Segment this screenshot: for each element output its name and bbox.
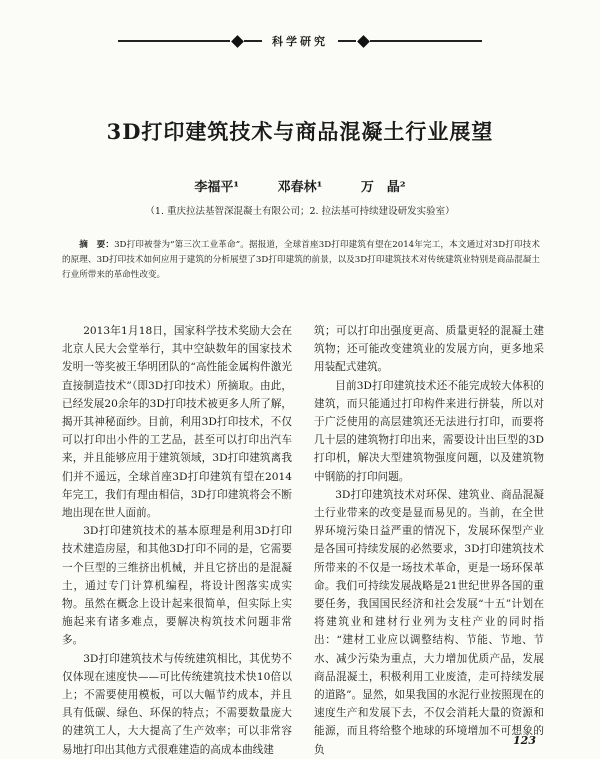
author-name: 李福平¹: [194, 180, 240, 195]
diamond-ornament-left-icon: [230, 34, 244, 48]
diamond-ornament-right-icon: [356, 34, 370, 48]
running-title: 科学研究: [262, 33, 338, 49]
abstract-label: 摘 要：: [79, 240, 115, 250]
page-number: 123: [513, 734, 536, 747]
body-paragraph: 2013年1月18日，国家科学技术奖励大会在北京人民大会堂举行，其中空缺数年的国家技术发明一等奖被王华明团队的“高性能金属构件激光直接制造技术”（即3D打印技术）所摘取。由此，已经发展20余年的3D打印技术被更多人所了解，揭开其神秘面纱。目前，利用3D打印技术，不仅可以打印出小件的工艺品，甚至可以打印出汽车来，并且能够应用于建筑领域，3D打印建筑离我们并不遥远，全球首座3D打印建筑有望在2014年完工，我们有理由相信，3D打印建筑将会不断地出现在世人面前。: [62, 325, 292, 520]
author-affiliation: （1. 重庆拉法基智深混凝土有限公司；2. 拉法基可持续建设研发实验室）: [145, 206, 455, 217]
body-paragraph-continued: 筑；可以打印出强度更高、质量更轻的混凝土建筑物；还可能改变建筑业的发展方向，更多地采用装配式建筑。: [314, 325, 544, 374]
body-paragraph: 3D打印建筑技术与传统建筑相比，其优势不仅体现在速度快——可比传统建筑技术快10倍以上；不需要使用模板，可以大幅节约成本，并且具有低碳、绿色、环保的特点；不需要数量庞大的建筑工人，大大提高了生产效率；可以非常容易地打印出其他方式很难建造的高成本曲线建: [62, 652, 292, 756]
body-column-right: [314, 322, 544, 759]
body-paragraph: 3D打印建筑技术对环保、建筑业、商品混凝土行业带来的改变是显而易见的。当前，在全世界环境污染日益严重的情况下，发展环保型产业是各国可持续发展的必然要求，3D打印建筑技术所带来的不仅是一场技术革命，更是一场环保革命。我们可持续发展战略是21世纪世界各国的重要任务，我国国民经济和社会发展“十五”计划在将建筑业和建材行业列为支柱产业的同时指出：“建材工业应以调整结构、节能、节地、节水、减少污染为重点，大力增加优质产品，发展商品混凝土，积极利用工业废渣，走可持续发展的道路”。显然，如果我国的水泥行业按照现在的速度生产和发展下去，不仅会消耗大量的资源和能源，而且将给整个地球的环境增加不可想象的负: [314, 488, 544, 756]
body-paragraph: 3D打印建筑技术的基本原理是利用3D打印技术建造房屋，和其他3D打印不同的是，它需要一个巨型的三维挤出机械，并且它挤出的是混凝土，通过专门计算机编程，将设计图落实成实物。虽然在概念上设计起来很简单，但实际上实施起来有诸多难点，要解决构筑技术问题非常多。: [62, 525, 292, 647]
author-name: 邓春林¹: [277, 180, 323, 195]
article-title: 3D打印建筑技术与商品混凝土行业展望: [106, 119, 494, 144]
author-list: [0, 176, 600, 195]
author-name: 万 晶²: [360, 180, 406, 195]
body-column-left: [62, 322, 292, 759]
abstract-text: 3D打印被誉为“第三次工业革命”。据报道，全球首座3D打印建筑有望在2014年完工，本文通过对3D打印技术的原理、3D打印技术如何应用于建筑的分析展望了3D打印建筑的前景，以及3D打印建筑技术对传统建筑业特别是商品混凝土行业所带来的革命性改变。: [62, 240, 540, 280]
running-header: [0, 30, 600, 52]
body-paragraph: 目前3D打印建筑技术还不能完成较大体积的建筑，而只能通过打印构件来进行拼装，所以对于广泛使用的高层建筑还无法进行打印，而要将几十层的建筑物打印出来，需要设计出巨型的3D打印机，解决大型建筑物强度问题，以及建筑物中钢筋的打印问题。: [314, 379, 544, 483]
abstract: [62, 238, 540, 283]
